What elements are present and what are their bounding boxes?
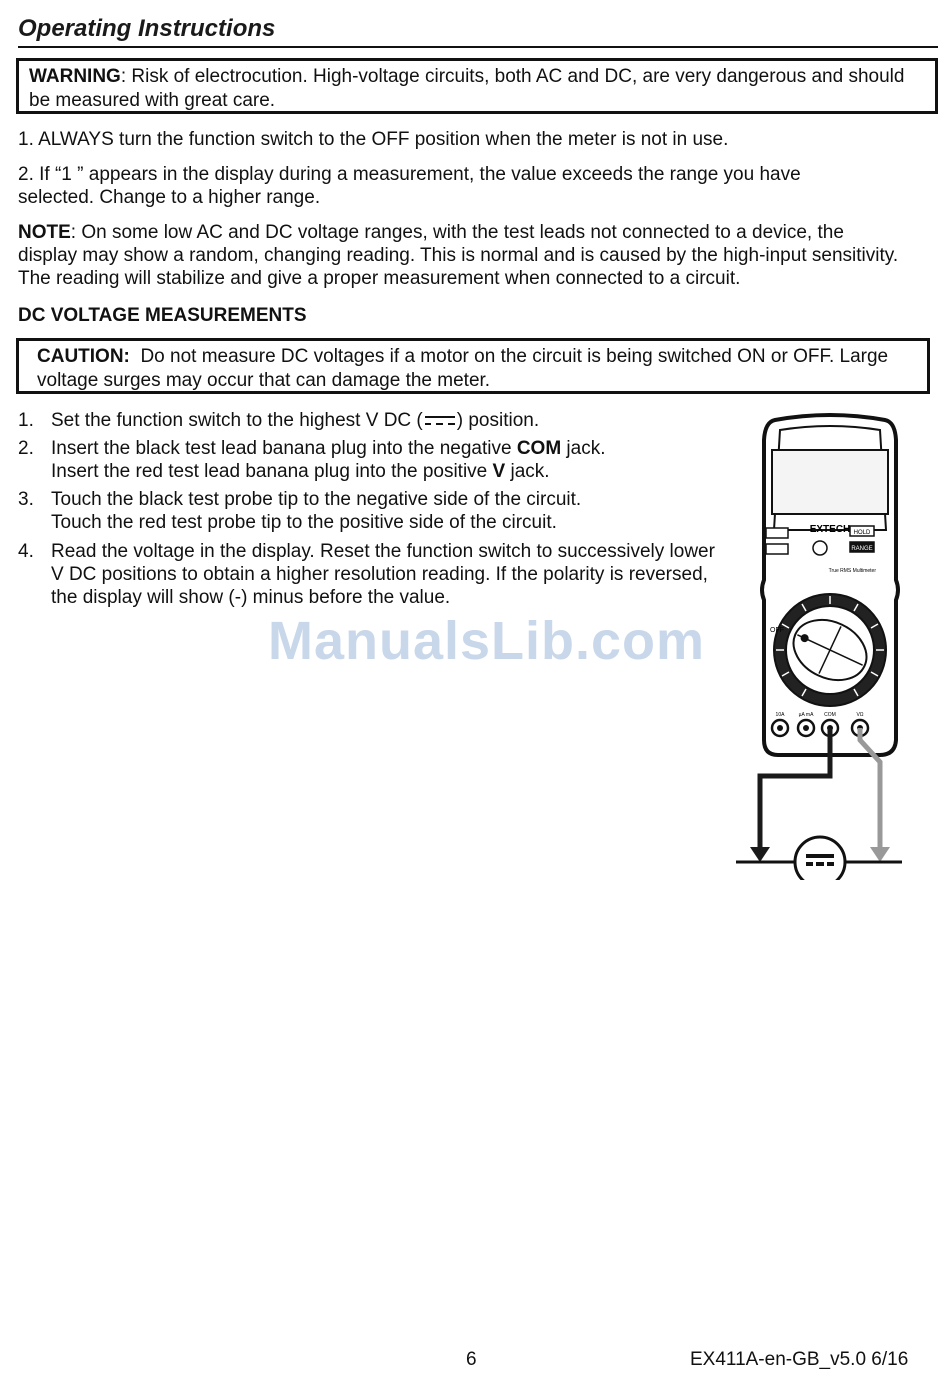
step-3 bbox=[18, 488, 718, 534]
step-2 bbox=[18, 437, 718, 483]
page-title: Operating Instructions bbox=[18, 14, 938, 48]
watermark: ManualsLib.com bbox=[268, 611, 706, 671]
warning-box bbox=[16, 58, 938, 114]
brand-label: EXTECH bbox=[809, 524, 851, 535]
step-number: 4. bbox=[18, 541, 34, 562]
step-text: ) position. bbox=[456, 410, 540, 431]
item-text: If “1 ” appears in the display during a measurement, the value exceeds the range you have selected. Change to a higher range. bbox=[18, 164, 801, 208]
step-text: Set the function switch to the highest V DC ( bbox=[51, 410, 423, 431]
section-heading: DC VOLTAGE MEASUREMENTS bbox=[18, 305, 307, 326]
note-paragraph bbox=[18, 221, 908, 290]
note-label: NOTE bbox=[18, 222, 71, 243]
warning-text: : Risk of electrocution. High-voltage circuits, both AC and DC, are very dangerous and should be measured with great care. bbox=[29, 66, 905, 111]
dc-symbol-icon bbox=[423, 413, 457, 429]
list-item-1 bbox=[18, 128, 918, 151]
step-text: Touch the black test probe tip to the negative side of the circuit. bbox=[51, 489, 582, 510]
v-jack-label: V bbox=[492, 461, 506, 482]
step-4 bbox=[18, 540, 718, 609]
warning-label: WARNING bbox=[29, 66, 121, 87]
step-text: Read the voltage in the display. Reset the function switch to successively lower V DC positions to obtain a higher resolution reading. If the polarity is reversed, the display will show (-) minus before the value. bbox=[51, 541, 715, 608]
com-jack-label: COM bbox=[516, 438, 562, 459]
caution-label: CAUTION: bbox=[37, 346, 130, 367]
black-probe-arrow-icon bbox=[750, 847, 770, 862]
step-text: Insert the red test lead banana plug into the positive bbox=[51, 461, 493, 482]
left-button-top bbox=[766, 528, 788, 538]
document-id: EX411A-en-GB_v5.0 6/16 bbox=[690, 1349, 909, 1370]
step-number: 1. bbox=[18, 410, 34, 431]
item-number: 2. bbox=[18, 164, 34, 185]
step-text: Insert the black test lead banana plug into the negative bbox=[51, 438, 517, 459]
list-item-2 bbox=[18, 163, 868, 209]
model-label: True RMS Multimeter bbox=[828, 568, 876, 574]
hold-label: HOLD bbox=[853, 530, 871, 536]
jack-label-10a: 10A bbox=[775, 712, 785, 718]
item-number: 1. bbox=[18, 129, 34, 150]
step-1 bbox=[18, 409, 718, 432]
left-button-bottom bbox=[766, 544, 788, 554]
light-button bbox=[813, 541, 827, 555]
step-text: Touch the red test probe tip to the positive side of the circuit. bbox=[51, 512, 557, 533]
step-number: 2. bbox=[18, 438, 34, 459]
range-label: RANGE bbox=[851, 546, 873, 552]
jack-label-v: VΩ bbox=[856, 712, 864, 718]
dc-source-icon bbox=[795, 837, 845, 880]
multimeter-diagram bbox=[730, 410, 930, 880]
caution-text: Do not measure DC voltages if a motor on the circuit is being switched ON or OFF. Large voltage surges may occur that can damage the meter. bbox=[37, 346, 889, 391]
step-number: 3. bbox=[18, 489, 34, 510]
step-text: jack. bbox=[561, 438, 606, 459]
step-text: jack. bbox=[505, 461, 550, 482]
jack-label-com: COM bbox=[824, 712, 836, 718]
note-text: : On some low AC and DC voltage ranges, with the test leads not connected to a device, the display may show a random, changing reading. This is normal and is caused by the high-input sensitivity. The reading will stabilize and give a proper measurement when connected to a circuit. bbox=[18, 222, 899, 289]
page-number: 6 bbox=[466, 1349, 477, 1370]
caution-box bbox=[16, 338, 930, 394]
red-probe-arrow-icon bbox=[870, 847, 890, 862]
lcd-display bbox=[772, 450, 888, 514]
off-label: OFF bbox=[770, 627, 784, 634]
jack-label-ua-ma: µA mA bbox=[798, 712, 814, 718]
item-text: ALWAYS turn the function switch to the OFF position when the meter is not in use. bbox=[38, 129, 729, 150]
